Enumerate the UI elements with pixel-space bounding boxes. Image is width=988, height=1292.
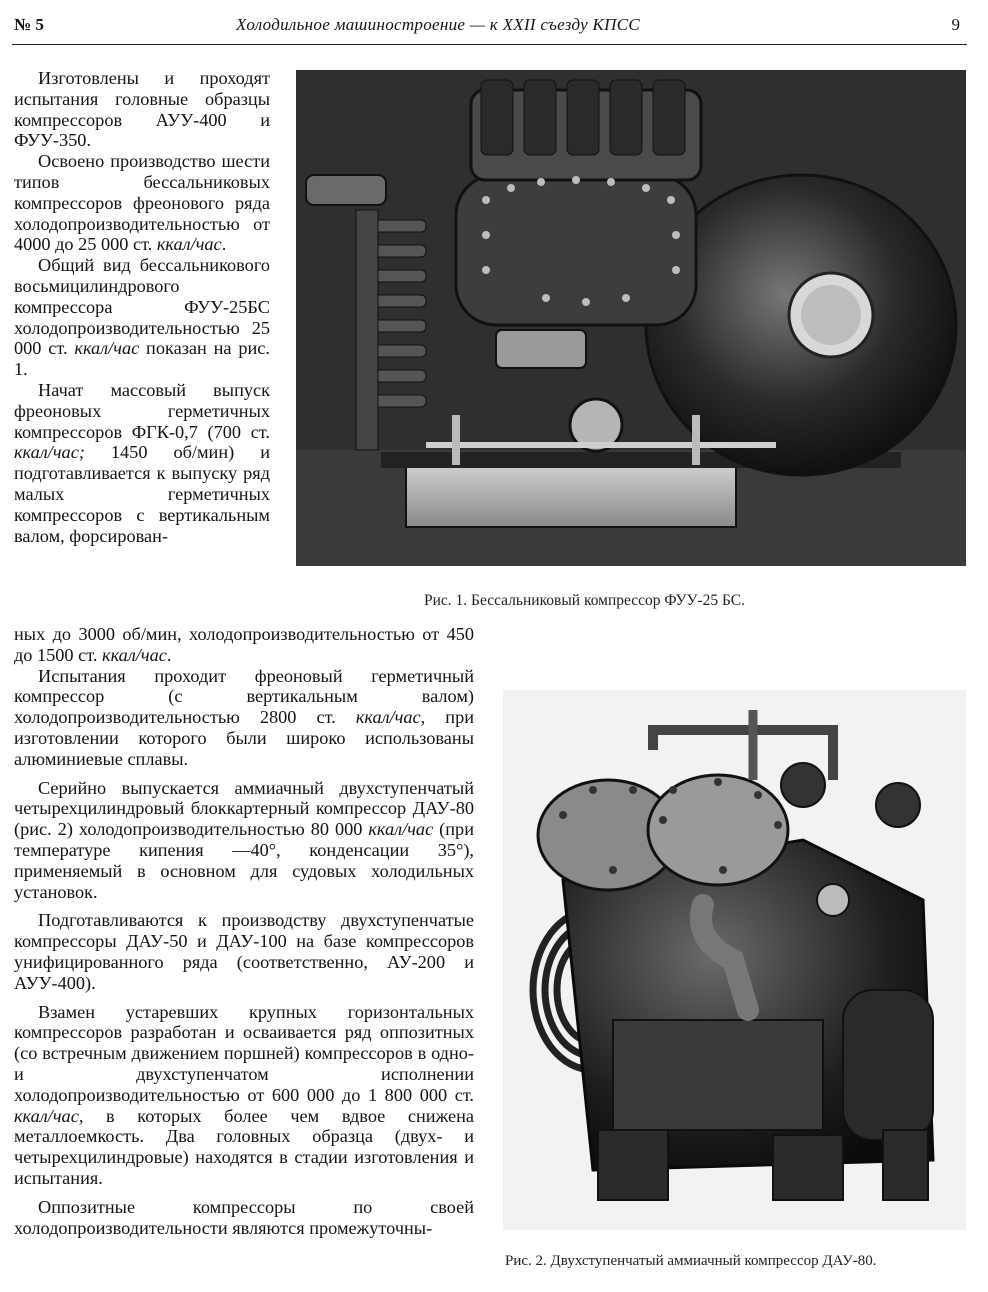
paragraph: Серийно выпускается аммиачный двухступенчатый четырехцилиндровый блоккартерный компрессор ДАУ-80 (рис. 2) холодопроизводительностью 80 000 ккал/час (при температуре кипения —40°, конденсации 35°), применяемый в основном для судовых холодильных установок.	[14, 777, 474, 902]
paragraph: Оппозитные компрессоры по своей холодопроизводительности являются промежуточны-	[14, 1196, 474, 1238]
main-text-column	[14, 624, 474, 1238]
header-rule	[12, 44, 967, 45]
paragraph: Испытания проходит фреоновый герметичный компрессор (с вертикальным валом) холодопроизводительностью 2800 ст. ккал/час, при изготовлении которого были широко использованы алюминиевые сплавы.	[14, 665, 474, 769]
paragraph: Начат массовый выпуск фреоновых герметичных компрессоров ФГК-0,7 (700 ст. ккал/час; 1450 об/мин) и подготавливается к выпуску ряд малых герметичных компрессоров с вертикальным валом, форсирован-	[14, 379, 270, 546]
figure-2-photo	[503, 690, 966, 1230]
paragraph: Общий вид бессальникового восьмицилиндрового компрессора ФУУ-25БС холодопроизводительностью 25 000 ст. ккал/час показан на рис. 1.	[14, 255, 270, 380]
figure-1-caption: Рис. 1. Бессальниковый компрессор ФУУ-25 БС.	[424, 592, 745, 609]
paragraph: Освоено производство шести типов бессальниковых компрессоров фреонового ряда холодопроизводительностью от 4000 до 25 000 ст. ккал/час.	[14, 151, 270, 255]
paragraph: ных до 3000 об/мин, холодопроизводительностью от 450 до 1500 ст. ккал/час.	[14, 624, 474, 665]
paragraph: Изготовлены и проходят испытания головные образцы компрессоров АУУ-400 и ФУУ-350.	[14, 68, 270, 151]
paragraph: Подготавливаются к производству двухступенчатые компрессоры ДАУ-50 и ДАУ-100 на базе компрессоров унифицированного ряда (соответственно, АУ-200 и АУУ-400).	[14, 910, 474, 993]
running-title: Холодильное машиностроение — к XXII съезду КПСС	[236, 15, 641, 34]
compressor-dau80-illustration	[503, 690, 966, 1230]
figure-2-caption: Рис. 2. Двухступенчатый аммиачный компрессор ДАУ-80.	[505, 1253, 877, 1269]
figure-1-photo	[296, 70, 966, 566]
issue-number: № 5	[14, 15, 44, 34]
narrow-text-column	[14, 68, 270, 546]
page-number: 9	[951, 15, 960, 34]
compressor-fuu25bs-illustration	[296, 70, 966, 566]
paragraph: Взамен устаревших крупных горизонтальных компрессоров разработан и осваивается ряд оппозитных (со встречным движением поршней) компрессоров в одно- и двухступенчатом исполнении холодопроизводительностью от 600 000 до 1 800 000 ст. ккал/час, в которых более чем вдвое снижена металлоемкость. Два головных образца (двух- и четырехцилиндровые) находятся в стадии изготовления и испытания.	[14, 1001, 474, 1188]
